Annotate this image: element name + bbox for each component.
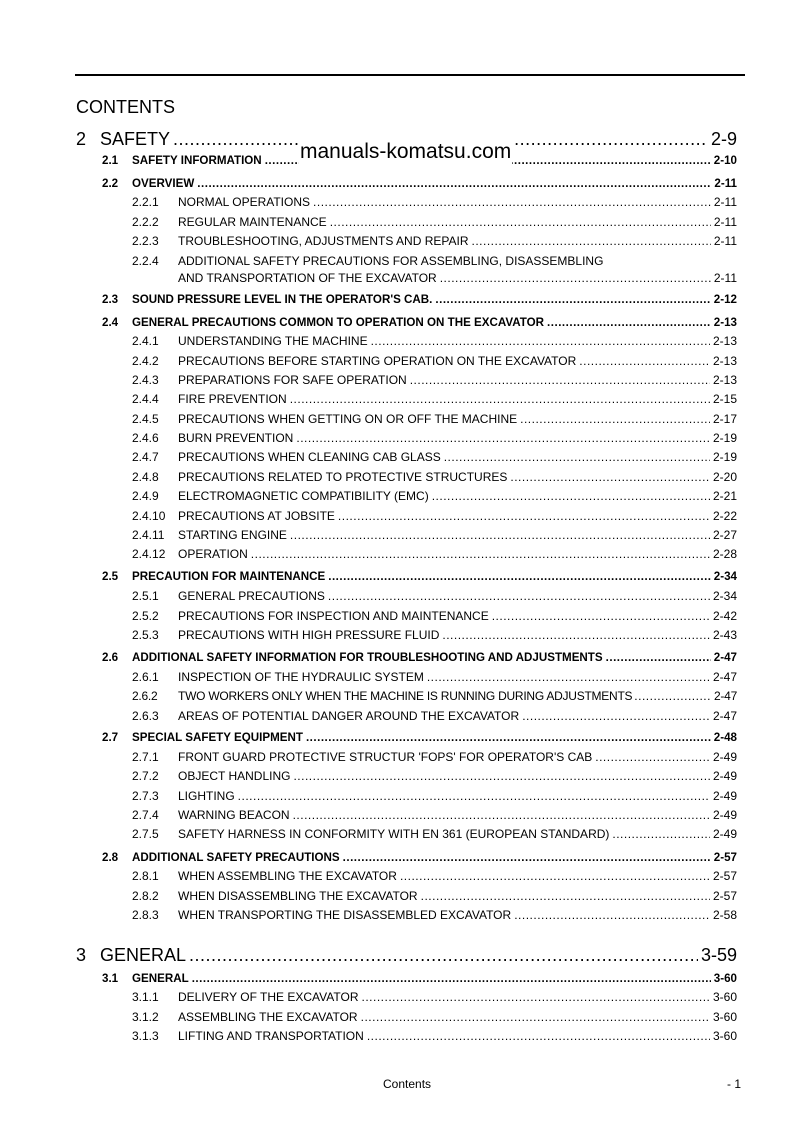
toc-number: 3 xyxy=(76,945,87,965)
toc-title: UNDERSTANDING THE MACHINE xyxy=(178,334,368,348)
toc-title: PRECAUTIONS AT JOBSITE xyxy=(178,509,335,523)
toc-number: 2.2.3 xyxy=(132,234,159,248)
toc-subsection-2-7-3[interactable] xyxy=(132,789,737,803)
page-title: CONTENTS xyxy=(76,97,175,117)
footer-title: Contents xyxy=(383,1077,432,1091)
toc-title: SAFETY INFORMATION xyxy=(132,154,262,167)
watermark-text: manuals-komatsu.com xyxy=(300,140,512,163)
header-rule xyxy=(75,74,745,76)
toc-section-2-8[interactable] xyxy=(102,851,737,864)
toc-title: PRECAUTIONS WITH HIGH PRESSURE FLUID xyxy=(178,628,440,642)
leader-dots xyxy=(410,373,710,387)
toc-number: 2.7.5 xyxy=(132,827,159,841)
toc-number: 2.4.6 xyxy=(132,431,159,445)
toc-number: 3.1.1 xyxy=(132,990,159,1004)
toc-subsection-2-4-1[interactable] xyxy=(132,334,737,348)
toc-title: INSPECTION OF THE HYDRAULIC SYSTEM xyxy=(178,670,424,684)
toc-title: PRECAUTIONS RELATED TO PROTECTIVE STRUCTURES xyxy=(178,470,508,484)
toc-title: LIGHTING xyxy=(178,789,235,803)
toc-title: WHEN TRANSPORTING THE DISASSEMBLED EXCAVATOR xyxy=(178,908,512,922)
toc-number: 2.4.10 xyxy=(132,509,166,523)
toc-number: 2.8.2 xyxy=(132,889,159,903)
toc-page: 2-12 xyxy=(713,293,737,306)
leader-dots xyxy=(328,570,711,583)
toc-title: DELIVERY OF THE EXCAVATOR xyxy=(178,990,359,1004)
toc-section-2-6[interactable] xyxy=(102,651,737,664)
toc-page: 2-57 xyxy=(712,889,737,903)
toc-title: OBJECT HANDLING xyxy=(178,769,291,783)
toc-section-2-4[interactable] xyxy=(102,316,737,329)
toc-subsection-2-5-3[interactable] xyxy=(132,628,737,642)
toc-page: 3-59 xyxy=(700,945,737,965)
leader-dots xyxy=(547,316,711,329)
toc-page: 3-60 xyxy=(712,1029,737,1043)
leader-dots xyxy=(514,908,710,922)
toc-section-2-7[interactable] xyxy=(102,731,737,744)
toc-title: ADDITIONAL SAFETY PRECAUTIONS xyxy=(132,851,340,864)
footer-page-number: - 1 xyxy=(727,1077,742,1091)
toc-page: 2-17 xyxy=(712,412,737,426)
leader-dots xyxy=(440,271,711,285)
toc-subsection-2-4-11[interactable] xyxy=(132,528,737,542)
toc-title: REGULAR MAINTENANCE xyxy=(178,215,327,229)
toc-number: 3.1 xyxy=(102,972,119,985)
toc-number: 2.4.12 xyxy=(132,547,166,561)
toc-subsection-2-4-2[interactable] xyxy=(132,354,737,368)
leader-dots xyxy=(444,450,710,464)
leader-dots xyxy=(328,589,710,603)
toc-number: 2.7.1 xyxy=(132,750,159,764)
leader-dots xyxy=(343,851,711,864)
toc-title: SOUND PRESSURE LEVEL IN THE OPERATOR'S CAB. xyxy=(132,293,433,306)
leader-dots xyxy=(367,1029,710,1043)
toc-subsection-2-4-10[interactable] xyxy=(132,509,737,523)
toc-number: 2.5.2 xyxy=(132,609,159,623)
leader-dots xyxy=(442,628,710,642)
toc-number: 2.7.3 xyxy=(132,789,159,803)
leader-dots xyxy=(296,431,710,445)
leader-dots xyxy=(427,670,710,684)
toc-title: PRECAUTIONS WHEN CLEANING CAB GLASS xyxy=(178,450,441,464)
toc-title: ASSEMBLING THE EXCAVATOR xyxy=(178,1010,358,1024)
toc-title: PRECAUTIONS WHEN GETTING ON OR OFF THE MACHINE xyxy=(178,412,518,426)
toc-number: 2 xyxy=(76,129,87,149)
toc-number: 2.5 xyxy=(102,570,119,583)
leader-dots xyxy=(189,945,698,966)
toc-subsection-2-2-2[interactable] xyxy=(132,215,737,229)
toc-number: 2.5.1 xyxy=(132,589,159,603)
leader-dots xyxy=(579,354,710,368)
toc-page: 2-11 xyxy=(714,177,737,190)
toc-subsection-2-5-1[interactable] xyxy=(132,589,737,603)
toc-number: 2.4.5 xyxy=(132,412,159,426)
toc-page: 3-60 xyxy=(713,972,737,985)
toc-page: 2-49 xyxy=(712,750,737,764)
toc-page: 2-22 xyxy=(712,509,737,523)
toc-subsection-2-7-4[interactable] xyxy=(132,808,737,822)
toc-page: 3-60 xyxy=(712,990,737,1004)
toc-page: 2-47 xyxy=(713,689,737,703)
leader-dots xyxy=(492,609,710,623)
leader-dots xyxy=(313,195,711,209)
toc-section-2-2[interactable] xyxy=(102,177,737,190)
toc-number: 2.4.1 xyxy=(132,334,159,348)
toc-subsection-2-4-9[interactable] xyxy=(132,489,737,503)
leader-dots xyxy=(435,293,710,306)
toc-title: TWO WORKERS ONLY WHEN THE MACHINE IS RUNNING DURING ADJUSTMENTS xyxy=(178,689,633,703)
toc-page: 2-47 xyxy=(712,709,737,723)
toc-number: 2.2.1 xyxy=(132,195,159,209)
toc-title: OPERATION xyxy=(178,547,248,561)
leader-dots xyxy=(251,547,710,561)
toc-subsection-2-6-2[interactable] xyxy=(132,689,737,703)
leader-dots xyxy=(510,470,710,484)
toc-page: 2-28 xyxy=(712,547,737,561)
leader-dots xyxy=(606,651,711,664)
leader-dots xyxy=(192,972,711,985)
toc-subsection-2-8-2[interactable] xyxy=(132,889,737,903)
toc-number: 2.8.3 xyxy=(132,908,159,922)
leader-dots xyxy=(290,392,710,406)
toc-number: 3.1.3 xyxy=(132,1029,159,1043)
toc-subsection-2-7-2[interactable] xyxy=(132,769,737,783)
toc-number: 2.6.3 xyxy=(132,709,159,723)
toc-title: STARTING ENGINE xyxy=(178,528,287,542)
toc-page: 2-49 xyxy=(712,808,737,822)
toc-page: 3-60 xyxy=(712,1010,737,1024)
toc-subsection-2-4-7[interactable] xyxy=(132,450,737,464)
toc-page: 2-9 xyxy=(710,129,737,149)
toc-page: 2-13 xyxy=(712,334,737,348)
toc-page: 2-49 xyxy=(712,827,737,841)
toc-title: GENERAL xyxy=(132,972,189,985)
toc-title: PRECAUTIONS BEFORE STARTING OPERATION ON THE EXCAVATOR xyxy=(178,354,577,368)
toc-title: ELECTROMAGNETIC COMPATIBILITY (EMC) xyxy=(178,489,429,503)
toc-page: 2-42 xyxy=(712,609,737,623)
toc-title: PRECAUTIONS FOR INSPECTION AND MAINTENANCE xyxy=(178,609,489,623)
toc-page: 2-10 xyxy=(713,154,737,167)
toc-page: 2-11 xyxy=(713,195,737,209)
leader-dots xyxy=(197,177,711,190)
toc-number: 2.4 xyxy=(102,316,119,329)
toc-number: 2.4.2 xyxy=(132,354,159,368)
toc-number: 2.3 xyxy=(102,293,119,306)
leader-dots xyxy=(634,689,712,703)
toc-title: ADDITIONAL SAFETY INFORMATION FOR TROUBLESHOOTING AND ADJUSTMENTS xyxy=(132,651,603,664)
leader-dots xyxy=(471,234,710,248)
leader-dots xyxy=(432,489,710,503)
toc-title: LIFTING AND TRANSPORTATION xyxy=(178,1029,364,1043)
leader-dots xyxy=(595,750,710,764)
toc-title: WHEN ASSEMBLING THE EXCAVATOR xyxy=(178,869,397,883)
leader-dots xyxy=(361,1010,710,1024)
toc-number: 2.2 xyxy=(102,177,119,190)
toc-subsection-3-1-2[interactable] xyxy=(132,1010,737,1024)
leader-dots xyxy=(306,731,711,744)
toc-subsection-2-5-2[interactable] xyxy=(132,609,737,623)
toc-title: AREAS OF POTENTIAL DANGER AROUND THE EXCAVATOR xyxy=(178,709,520,723)
toc-title-line2: AND TRANSPORTATION OF THE EXCAVATOR xyxy=(178,271,437,285)
toc-title: GENERAL PRECAUTIONS COMMON TO OPERATION ON THE EXCAVATOR xyxy=(132,316,545,329)
toc-subsection-3-1-3[interactable] xyxy=(132,1029,737,1043)
leader-dots xyxy=(238,789,710,803)
toc-page: 2-19 xyxy=(712,450,737,464)
toc-page: 2-49 xyxy=(712,769,737,783)
toc-subsection-2-4-4[interactable] xyxy=(132,392,737,406)
toc-page: 2-57 xyxy=(713,851,737,864)
toc-title: WHEN DISASSEMBLING THE EXCAVATOR xyxy=(178,889,418,903)
toc-number: 2.4.9 xyxy=(132,489,159,503)
toc-subsection-2-8-3[interactable] xyxy=(132,908,737,922)
toc-number: 2.6 xyxy=(102,651,119,664)
toc-subsection-2-6-3[interactable] xyxy=(132,709,737,723)
toc-page: 2-13 xyxy=(712,354,737,368)
toc-page: 2-47 xyxy=(712,670,737,684)
toc-page: 2-49 xyxy=(712,789,737,803)
toc-page: 2-34 xyxy=(713,570,737,583)
toc-subsection-2-4-3[interactable] xyxy=(132,373,737,387)
toc-title: GENERAL xyxy=(100,945,187,965)
toc-subsection-2-8-1[interactable] xyxy=(132,869,737,883)
toc-page: 2-13 xyxy=(712,373,737,387)
toc-number: 2.2.4 xyxy=(132,254,159,268)
leader-dots xyxy=(522,709,710,723)
toc-number: 2.1 xyxy=(102,154,119,167)
toc-number: 2.8.1 xyxy=(132,869,159,883)
toc-number: 2.5.3 xyxy=(132,628,159,642)
toc-number: 2.8 xyxy=(102,851,119,864)
toc-section-2-5[interactable] xyxy=(102,570,737,583)
toc-subsection-2-2-1[interactable] xyxy=(132,195,737,209)
toc-subsection-2-6-1[interactable] xyxy=(132,670,737,684)
leader-dots xyxy=(612,827,710,841)
toc-title: NORMAL OPERATIONS xyxy=(178,195,311,209)
toc-section-3-1[interactable] xyxy=(102,972,737,985)
toc-page: 2-19 xyxy=(712,431,737,445)
toc-subsection-2-2-3[interactable] xyxy=(132,234,737,248)
toc-subsection-2-4-8[interactable] xyxy=(132,470,737,484)
toc-page: 2-11 xyxy=(713,234,737,248)
leader-dots xyxy=(290,528,710,542)
toc-number: 2.7.4 xyxy=(132,808,159,822)
toc-page: 2-57 xyxy=(712,869,737,883)
toc-chapter-3[interactable] xyxy=(76,945,737,966)
leader-dots xyxy=(371,334,710,348)
leader-dots xyxy=(362,990,710,1004)
toc-number: 2.4.3 xyxy=(132,373,159,387)
toc-subsection-2-7-1[interactable] xyxy=(132,750,737,764)
leader-dots xyxy=(293,808,710,822)
toc-subsection-2-4-12[interactable] xyxy=(132,547,737,561)
toc-title: SAFETY xyxy=(100,129,171,149)
leader-dots xyxy=(293,769,710,783)
toc-page: 2-21 xyxy=(712,489,737,503)
toc-number: 2.4.11 xyxy=(132,528,165,542)
toc-title: FRONT GUARD PROTECTIVE STRUCTUR 'FOPS' FOR OPERATOR'S CAB xyxy=(178,750,593,764)
leader-dots xyxy=(520,412,710,426)
toc-number: 2.4.4 xyxy=(132,392,159,406)
toc-page: 2-47 xyxy=(713,651,737,664)
toc-page: 2-27 xyxy=(712,528,737,542)
toc-page: 2-43 xyxy=(712,628,737,642)
toc-page: 2-58 xyxy=(712,908,737,922)
leader-dots xyxy=(400,869,710,883)
toc-page: 2-11 xyxy=(713,215,737,229)
toc-page: 2-13 xyxy=(713,316,737,329)
toc-number: 3.1.2 xyxy=(132,1010,159,1024)
toc-page: 2-20 xyxy=(712,470,737,484)
toc-number: 2.6.1 xyxy=(132,670,159,684)
toc-title: WARNING BEACON xyxy=(178,808,290,822)
toc-number: 2.2.2 xyxy=(132,215,159,229)
toc-page: 2-34 xyxy=(712,589,737,603)
leader-dots xyxy=(421,889,710,903)
toc-title: OVERVIEW xyxy=(132,177,195,190)
toc-page: 2-15 xyxy=(712,392,737,406)
toc-subsection-2-2-4[interactable] xyxy=(132,254,737,268)
toc-page: 2-11 xyxy=(713,271,737,285)
toc-number: 2.4.8 xyxy=(132,470,159,484)
toc-subsection-2-4-5[interactable] xyxy=(132,412,737,426)
toc-subsection-3-1-1[interactable] xyxy=(132,990,737,1004)
toc-title: TROUBLESHOOTING, ADJUSTMENTS AND REPAIR xyxy=(178,234,469,248)
toc-title: SAFETY HARNESS IN CONFORMITY WITH EN 361 (EUROPEAN STANDARD) xyxy=(178,827,610,841)
toc-title-line1: ADDITIONAL SAFETY PRECAUTIONS FOR ASSEMBLING, DISASSEMBLING xyxy=(178,254,604,268)
leader-dots xyxy=(330,215,711,229)
toc-number: 2.7.2 xyxy=(132,769,159,783)
toc-title: BURN PREVENTION xyxy=(178,431,294,445)
toc-number: 2.6.2 xyxy=(132,689,158,703)
toc-number: 2.7 xyxy=(102,731,119,744)
toc-title: PRECAUTION FOR MAINTENANCE xyxy=(132,570,326,583)
toc-section-2-3[interactable] xyxy=(102,293,737,306)
toc-number: 2.4.7 xyxy=(132,450,159,464)
toc-title: SPECIAL SAFETY EQUIPMENT xyxy=(132,731,303,744)
toc-title: FIRE PREVENTION xyxy=(178,392,287,406)
leader-dots xyxy=(338,509,710,523)
toc-title: PREPARATIONS FOR SAFE OPERATION xyxy=(178,373,407,387)
toc-subsection-2-7-5[interactable] xyxy=(132,827,737,841)
toc-page: 2-48 xyxy=(713,731,737,744)
toc-subsection-2-2-4-continued[interactable] xyxy=(132,271,737,285)
toc-title: GENERAL PRECAUTIONS xyxy=(178,589,325,603)
toc-subsection-2-4-6[interactable] xyxy=(132,431,737,445)
